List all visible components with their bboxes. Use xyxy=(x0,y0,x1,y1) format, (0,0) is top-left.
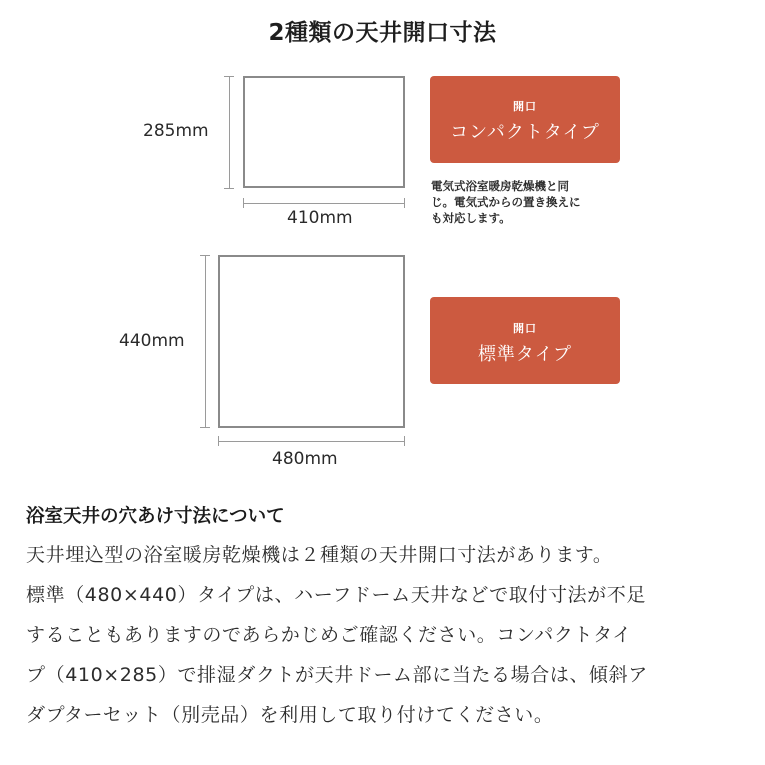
compact-note-line: も対応します。 xyxy=(431,211,511,225)
standard-badge-label: 標準タイプ xyxy=(477,344,573,365)
compact-height-line xyxy=(229,76,230,188)
standard-height-label: 440mm xyxy=(119,331,185,351)
standard-width-label: 480mm xyxy=(272,449,338,469)
standard-type-badge xyxy=(430,297,620,384)
compact-note xyxy=(431,178,631,226)
compact-width-line xyxy=(243,203,405,204)
compact-note-line: 電気式浴室暖房乾燥機と同 xyxy=(431,179,569,193)
standard-height-tick-top xyxy=(200,255,210,256)
compact-badge-label: コンパクトタイプ xyxy=(450,122,600,143)
standard-width-tick-left xyxy=(218,436,219,446)
page-title: 2種類の天井開口寸法 xyxy=(268,20,497,46)
standard-badge-small-label: 開口 xyxy=(513,322,537,335)
standard-width-tick-right xyxy=(404,436,405,446)
compact-type-badge xyxy=(430,76,620,163)
compact-opening-rect xyxy=(243,76,405,188)
paragraph-line: ダプターセット（別売品）を利用して取り付けてください。 xyxy=(26,704,554,726)
compact-note-line: じ。電気式からの置き換えに xyxy=(431,195,581,209)
compact-width-label: 410mm xyxy=(287,208,353,228)
standard-height-tick-bottom xyxy=(200,427,210,428)
standard-height-line xyxy=(205,255,206,428)
paragraph-line: 天井埋込型の浴室暖房乾燥機は２種類の天井開口寸法があります。 xyxy=(26,544,613,566)
compact-width-tick-left xyxy=(243,198,244,208)
compact-badge-small-label: 開口 xyxy=(513,100,537,113)
standard-width-line xyxy=(218,441,405,442)
compact-height-tick-top xyxy=(224,76,234,77)
section-heading: 浴室天井の穴あけ寸法について xyxy=(26,506,285,527)
paragraph-line: 標準（480×440）タイプは、ハーフドーム天井などで取付寸法が不足 xyxy=(26,584,646,606)
compact-width-tick-right xyxy=(404,198,405,208)
standard-opening-rect xyxy=(218,255,405,428)
paragraph-line: プ（410×285）で排湿ダクトが天井ドーム部に当たる場合は、傾斜ア xyxy=(26,664,648,686)
section-paragraph xyxy=(26,535,761,735)
compact-height-tick-bottom xyxy=(224,188,234,189)
compact-height-label: 285mm xyxy=(143,121,209,141)
paragraph-line: することもありますのであらかじめご確認ください。コンパクトタイ xyxy=(26,624,632,646)
